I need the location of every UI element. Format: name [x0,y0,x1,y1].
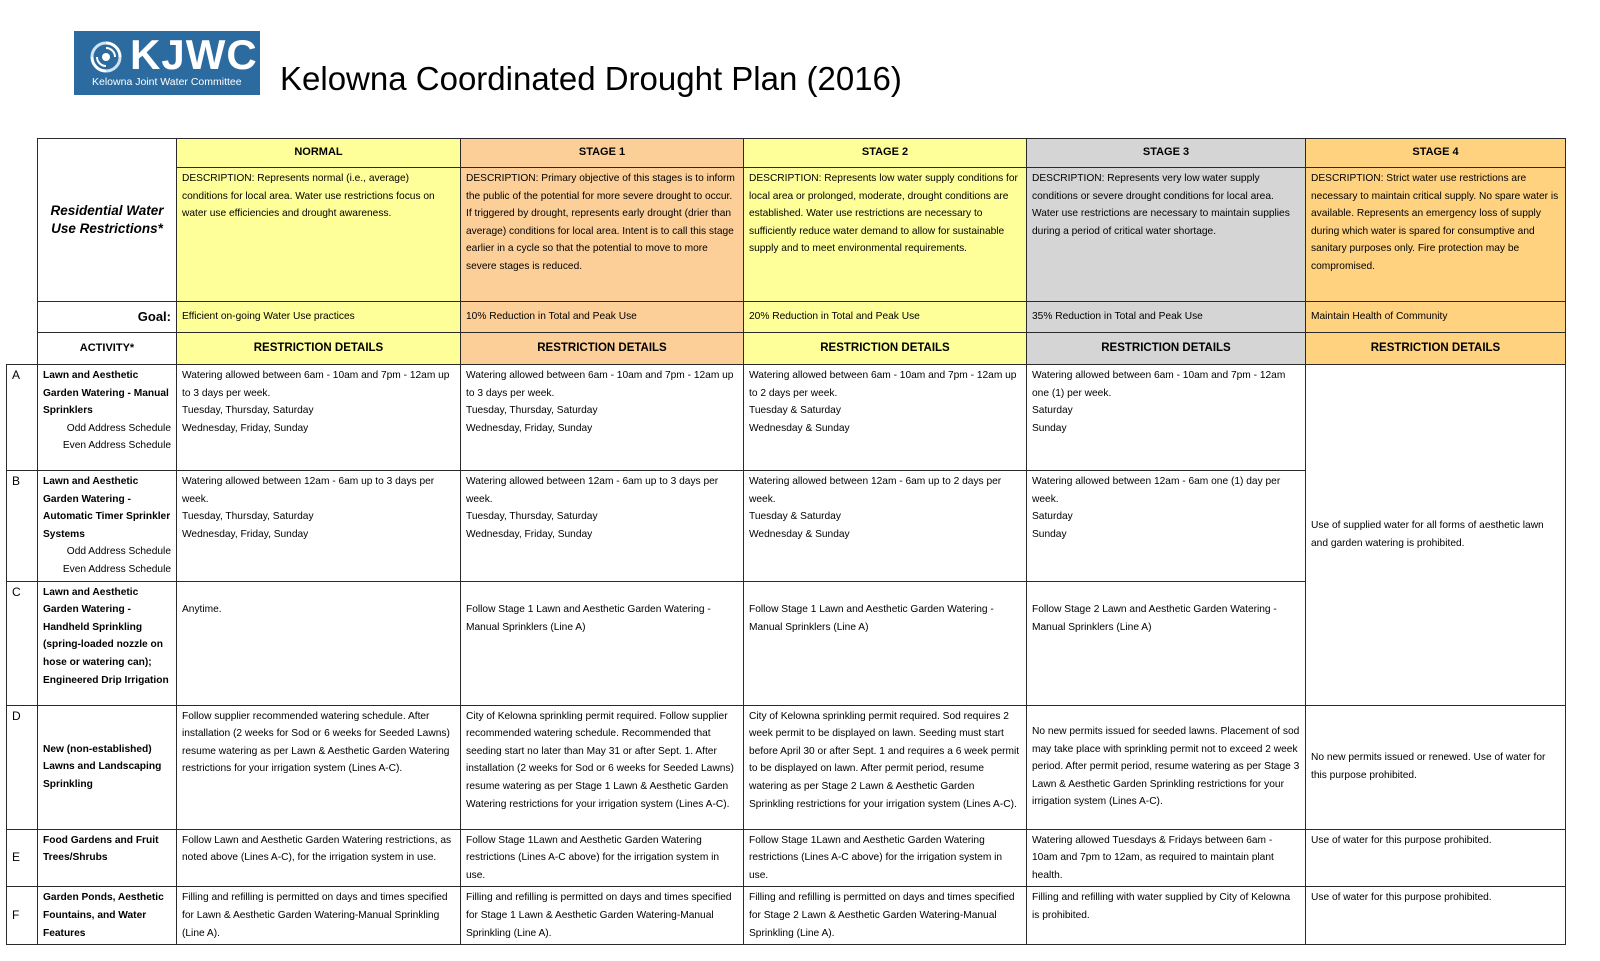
activity-name: Lawn and Aesthetic Garden Watering - Handheld Sprinkling (spring-loaded nozzle on hose or watering can); Engineered Drip Irrigation [38,581,177,705]
restriction-cell [177,581,461,705]
even-days: Wednesday & Sunday [749,422,850,434]
activity-name: Lawn and Aesthetic Garden Watering - Manual Sprinklers [43,370,169,417]
restriction-cell: No new permits issued or renewed. Use of water for this purpose prohibited. [1306,705,1566,829]
activity-name: New (non-established) Lawns and Landscaping Sprinkling [38,705,177,829]
restriction-text: Follow Stage 1 Lawn and Aesthetic Garden Watering - Manual Sprinklers (Line A) [749,604,994,633]
restriction-cell [461,471,744,582]
restriction-cell [1027,365,1306,471]
restriction-text: Watering allowed between 12am - 6am up to 3 days per week. [466,476,719,505]
odd-days: Saturday [1032,511,1073,523]
restriction-cell: City of Kelowna sprinkling permit required. Follow supplier recommended watering schedule. Recommended that seeding start no later than May 31 or after Sept. 1. After installation (2 weeks for Sod or 6 weeks for Seeded Lawns) resume watering as per Stage 1 Lawn & Aesthetic Garden Watering restrictions for your irrigation system (Lines A-C). [461,705,744,829]
restriction-cell: Filling and refilling is permitted on days and times specified for Stage 2 Lawn & Aesthetic Garden Watering-Manual Sprinkling (Line A). [744,887,1027,945]
odd-schedule-label: Odd Address Schedule [66,422,171,434]
restriction-cell [744,365,1027,471]
restriction-header-stage-4: RESTRICTION DETAILS [1306,333,1566,365]
activity-header: ACTIVITY* [38,333,177,365]
stage-2-description: DESCRIPTION: Represents low water supply conditions for local area or prolonged, moderate, drought conditions are established. Water use restrictions are necessary to sufficiently reduce water demand to allow for sustainable supply and to meet environmental requirements. [744,168,1027,302]
odd-days: Tuesday, Thursday, Saturday [466,511,598,523]
blank-letter-cell [7,333,38,365]
table-row [7,705,1566,829]
stage-3-description: DESCRIPTION: Represents very low water supply conditions or severe drought conditions for local area. Water use restrictions are necessary to maintain supplies during a period of critical water shortage. [1027,168,1306,302]
restriction-cell: City of Kelowna sprinkling permit required. Sod requires 2 week permit to be displayed on lawn. Seeding must start before April 30 or after Sept. 1 and requires a 6 week permit to be displayed on lawn. After permit period, resume watering as per Stage 2 Lawn & Aesthetic Garden Sprinkling restrictions for your irrigation system (Lines A-C). [744,705,1027,829]
even-days: Wednesday & Sunday [749,528,850,540]
restriction-cell [461,581,744,705]
row-letter: C [7,581,38,705]
odd-days: Tuesday, Thursday, Saturday [182,511,314,523]
even-days: Wednesday, Friday, Sunday [182,422,309,434]
restriction-cell: Filling and refilling is permitted on days and times specified for Lawn & Aesthetic Garden Watering-Manual Sprinkling (Line A). [177,887,461,945]
table-row [7,887,1566,945]
restriction-cell: Follow Stage 1Lawn and Aesthetic Garden Watering restrictions (Lines A-C above) for the irrigation system in use. [461,829,744,887]
activity-cell [38,471,177,582]
stage-4-header: STAGE 4 [1306,139,1566,168]
row-letter: D [7,705,38,829]
stage-normal-goal: Efficient on-going Water Use practices [177,302,461,333]
restriction-cell: Follow Stage 1Lawn and Aesthetic Garden Watering restrictions (Lines A-C above) for the irrigation system in use. [744,829,1027,887]
stage-3-goal: 35% Reduction in Total and Peak Use [1027,302,1306,333]
row-letter: E [7,829,38,887]
restriction-cell: Filling and refilling with water supplied by City of Kelowna is prohibited. [1027,887,1306,945]
odd-schedule-label: Odd Address Schedule [66,546,171,558]
restriction-text: Watering allowed between 6am - 10am and 7pm - 12am one (1) per week. [1032,370,1286,399]
odd-days: Tuesday, Thursday, Saturday [182,405,314,417]
odd-days: Tuesday, Thursday, Saturday [466,405,598,417]
restriction-text: Watering allowed between 6am - 10am and 7pm - 12am up to 3 days per week. [466,370,734,399]
stage-4-goal: Maintain Health of Community [1306,302,1566,333]
kjwc-logo [74,31,260,95]
even-schedule-label: Even Address Schedule [62,563,171,575]
restriction-text: Follow Stage 1 Lawn and Aesthetic Garden Watering - Manual Sprinklers (Line A) [466,604,711,633]
blank-corner [7,139,38,333]
even-days: Wednesday, Friday, Sunday [466,528,593,540]
restriction-cell: Use of water for this purpose prohibited. [1306,829,1566,887]
restriction-text: Watering allowed between 12am - 6am one (1) day per week. [1032,476,1281,505]
restriction-cell: No new permits issued for seeded lawns. Placement of sod may take place with sprinkling permit not to exceed 2 week period. After permit period, resume watering as per Stage 3 Lawn & Aesthetic Garden Sprinkling restrictions for your irrigation system (Lines A-C). [1027,705,1306,829]
restriction-cell [177,365,461,471]
stage-1-description: DESCRIPTION: Primary objective of this stages is to inform the public of the potential for more severe drought to occur. If triggered by drought, represents early drought (drier than average) conditions for local area. Intent is to call this stage earlier in a cycle so that the potential to move to more severe stages is reduced. [461,168,744,302]
restriction-cell [744,471,1027,582]
stage-3-header: STAGE 3 [1027,139,1306,168]
stage-normal-header: NORMAL [177,139,461,168]
even-days: Sunday [1032,528,1067,540]
restriction-text: Watering allowed between 12am - 6am up to 3 days per week. [182,476,435,505]
restriction-cell [177,471,461,582]
even-days: Wednesday, Friday, Sunday [466,422,593,434]
table-row [7,829,1566,887]
odd-days: Tuesday & Saturday [749,511,841,523]
activity-name: Food Gardens and Fruit Trees/Shrubs [38,829,177,887]
page-title: Kelowna Coordinated Drought Plan (2016) [280,60,902,97]
restriction-header-stage-1: RESTRICTION DETAILS [461,333,744,365]
stage-normal-description: DESCRIPTION: Represents normal (i.e., average) conditions for local area. Water use restrictions focus on water use efficiencies and drought awareness. [177,168,461,302]
odd-days: Saturday [1032,405,1073,417]
activity-cell [38,365,177,471]
row-letter: F [7,887,38,945]
stage-2-goal: 20% Reduction in Total and Peak Use [744,302,1027,333]
restriction-cell: Follow Lawn and Aesthetic Garden Watering restrictions, as noted above (Lines A-C), for the irrigation system in use. [177,829,461,887]
restriction-cell [1027,471,1306,582]
swirl-logo-icon [88,39,124,75]
restriction-cell [1027,581,1306,705]
restriction-cell: Use of water for this purpose prohibited. [1306,887,1566,945]
restriction-text: Watering allowed between 12am - 6am up to 2 days per week. [749,476,1002,505]
row-letter: A [7,365,38,471]
row-letter: B [7,471,38,582]
restriction-cell: Filling and refilling is permitted on days and times specified for Stage 1 Lawn & Aesthetic Garden Watering-Manual Sprinkling (Line A). [461,887,744,945]
stage-4-description: DESCRIPTION: Strict water use restrictions are necessary to maintain critical supply. No spare water is available. Represents an emergency loss of supply during which water is spared for consumptive and sanitary purposes only. Fire protection may be compromised. [1306,168,1566,302]
odd-days: Tuesday & Saturday [749,405,841,417]
even-schedule-label: Even Address Schedule [62,440,171,452]
even-days: Wednesday, Friday, Sunday [182,528,309,540]
restriction-text: Watering allowed between 6am - 10am and 7pm - 12am up to 3 days per week. [182,370,450,399]
stage-1-goal: 10% Reduction in Total and Peak Use [461,302,744,333]
table-row [7,365,1566,471]
stage-1-header: STAGE 1 [461,139,744,168]
restriction-cell: Follow supplier recommended watering schedule. After installation (2 weeks for Sod or 6 weeks for Seeded Lawns) resume watering as per Lawn & Aesthetic Garden Watering restrictions for your irrigation system (Lines A-C). [177,705,461,829]
stage-4-lawn-restriction: Use of supplied water for all forms of aesthetic lawn and garden watering is prohibited. [1306,365,1566,706]
even-days: Sunday [1032,422,1067,434]
logo-subtitle: Kelowna Joint Water Committee [92,76,242,88]
residential-restrictions-label: Residential Water Use Restrictions* [38,139,177,302]
restriction-text: Follow Stage 2 Lawn and Aesthetic Garden Watering - Manual Sprinklers (Line A) [1032,604,1277,633]
drought-plan-table [6,138,1566,945]
restriction-cell [744,581,1027,705]
restriction-header-stage-3: RESTRICTION DETAILS [1027,333,1306,365]
logo-mark: KJWC [130,31,258,78]
goal-label: Goal: [38,302,177,333]
stage-2-header: STAGE 2 [744,139,1027,168]
restriction-header-stage-2: RESTRICTION DETAILS [744,333,1027,365]
restriction-text: Watering allowed between 6am - 10am and 7pm - 12am up to 2 days per week. [749,370,1017,399]
activity-name: Garden Ponds, Aesthetic Fountains, and Water Features [38,887,177,945]
restriction-cell: Watering allowed Tuesdays & Fridays between 6am - 10am and 7pm to 12am, as required to maintain plant health. [1027,829,1306,887]
restriction-text: Anytime. [182,604,222,616]
restriction-header-normal: RESTRICTION DETAILS [177,333,461,365]
restriction-cell [461,365,744,471]
activity-name: Lawn and Aesthetic Garden Watering - Automatic Timer Sprinkler Systems [43,476,171,540]
